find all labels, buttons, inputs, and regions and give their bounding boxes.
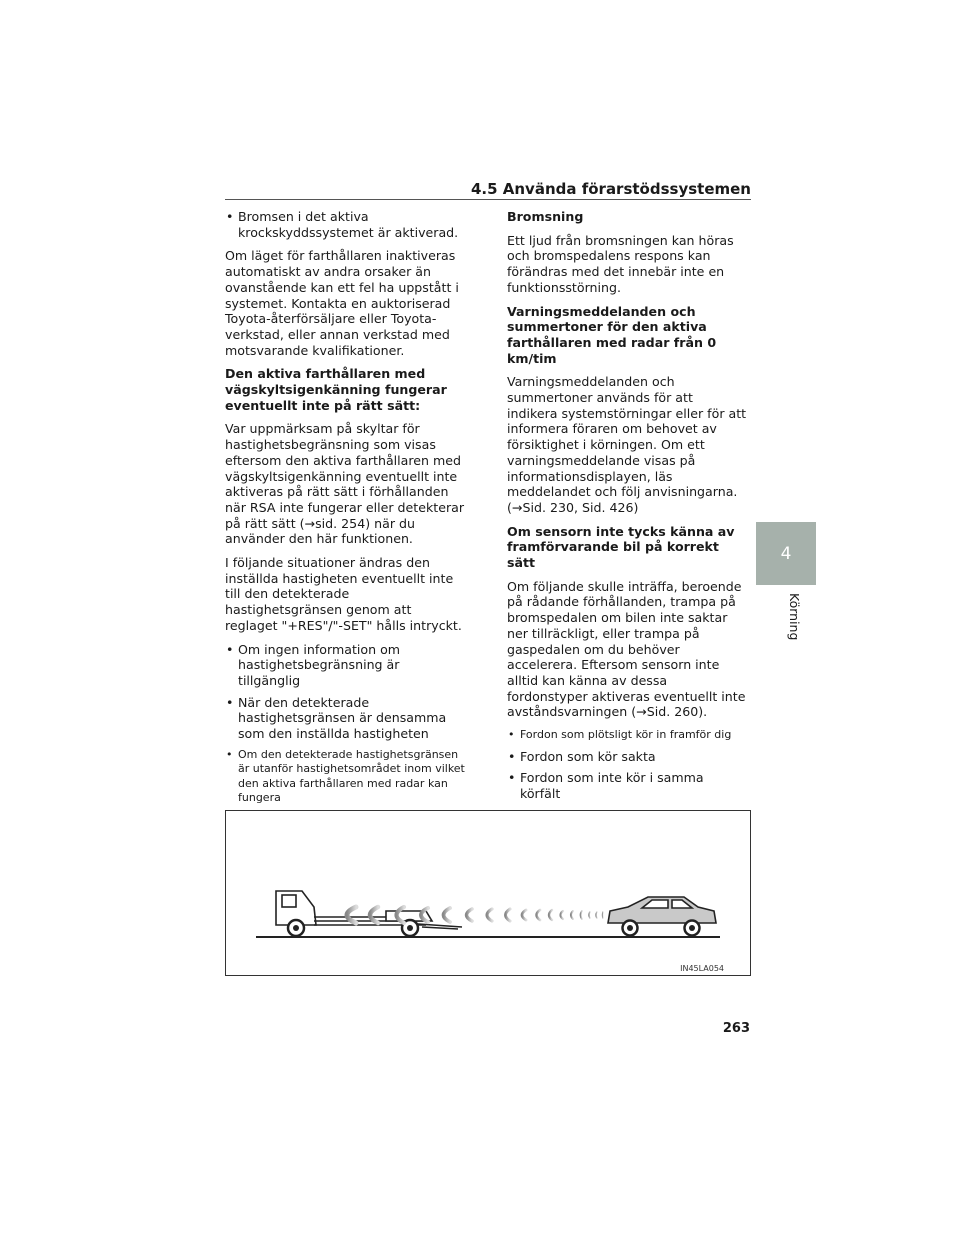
paragraph: Var uppmärksam på skyltar för hastighetsbegränsning som visas eftersom den aktiva farthållaren med vägskyltsigenkänning eventuellt inte aktiveras på rätt sätt i förhållanden när RSA inte fungerar eller detekterar på rätt sätt (→sid. 254) när du använder den här funktionen. — [225, 421, 465, 547]
header-divider — [225, 199, 751, 200]
paragraph: Om följande skulle inträffa, beroende på rådande förhållanden, trampa på bromspedalen om bilen inte saktar ner tillräckligt, eller trampa på gaspedalen om du behöver accelerera. Eftersom sensorn inte alltid kan känna av dessa fordonstyper aktiveras eventuellt inte avståndsvarningen (→Sid. 260). — [507, 578, 746, 720]
list-item: • Fordon som inte kör i samma körfält — [507, 770, 747, 801]
section-heading: Bromsning — [507, 209, 584, 224]
figure-code: IN45LA054 — [680, 964, 724, 973]
list-item: • Om den detekterade hastighetsgränsen är utanför hastighetsområdet inom vilket den aktiva farthållaren med radar kan fungera — [225, 748, 465, 806]
paragraph: Om läget för farthållaren inaktiveras automatiskt av andra orsaker än ovanstående kan ett fel ha uppstått i systemet. Kontakta en auktoriserad Toyota-återförsäljare eller Toyota-verkstad, eller annan verkstad med motsvarande kvalifikationer. — [225, 248, 459, 358]
list-item: • Fordon som kör sakta — [507, 749, 747, 765]
paragraph: Ett ljud från bromsningen kan höras och bromspedalens respons kan förändras med det innebär inte en funktionsstörning. — [507, 232, 734, 295]
radar-figure — [225, 810, 751, 976]
bullet-list — [225, 642, 465, 806]
radar-illustration — [226, 811, 750, 975]
chapter-label: Körning — [787, 593, 802, 641]
section-header: 4.5 Använda förarstödssystemen — [470, 180, 751, 198]
list-item: • Bromsen i det aktiva krockskyddssystemet är aktiverad. — [225, 209, 465, 240]
car-icon — [608, 897, 716, 936]
page-number: 263 — [722, 1021, 750, 1036]
section-heading: Varningsmeddelanden och summertoner för den aktiva farthållaren med radar från 0 km/tim — [507, 303, 717, 366]
chapter-tab[interactable]: 4 — [756, 522, 816, 585]
list-item: • Om ingen information om hastighetsbegränsning är tillgänglig — [225, 642, 465, 689]
list-item: • Fordon som plötsligt kör in framför dig — [507, 728, 747, 743]
section-heading: Om sensorn inte tycks känna av framförvarande bil på korrekt sätt — [507, 523, 735, 571]
section-heading: Den aktiva farthållaren med vägskyltsigenkänning fungerar eventuellt inte på rätt sätt: — [225, 366, 447, 413]
paragraph: Varningsmeddelanden och summertoner används för att indikera systemstörningar eller för att informera föraren om behovet av försiktighet i körningen. Om ett varningsmeddelande visas på informationsdisplayen, läs meddelandet och följ anvisningarna. (→Sid. 230, Sid. 426) — [507, 374, 747, 515]
intro-bullet-list — [225, 209, 465, 240]
paragraph: I följande situationer ändras den inställda hastigheten eventuellt inte till den detekterade hastighetsgränsen genom att reglaget "+RES"/"-SET" hålls intryckt. — [225, 555, 462, 633]
list-item: • När den detekterade hastighetsgränsen är densamma som den inställda hastigheten — [225, 695, 465, 742]
right-column — [507, 209, 747, 847]
left-column — [225, 209, 465, 814]
